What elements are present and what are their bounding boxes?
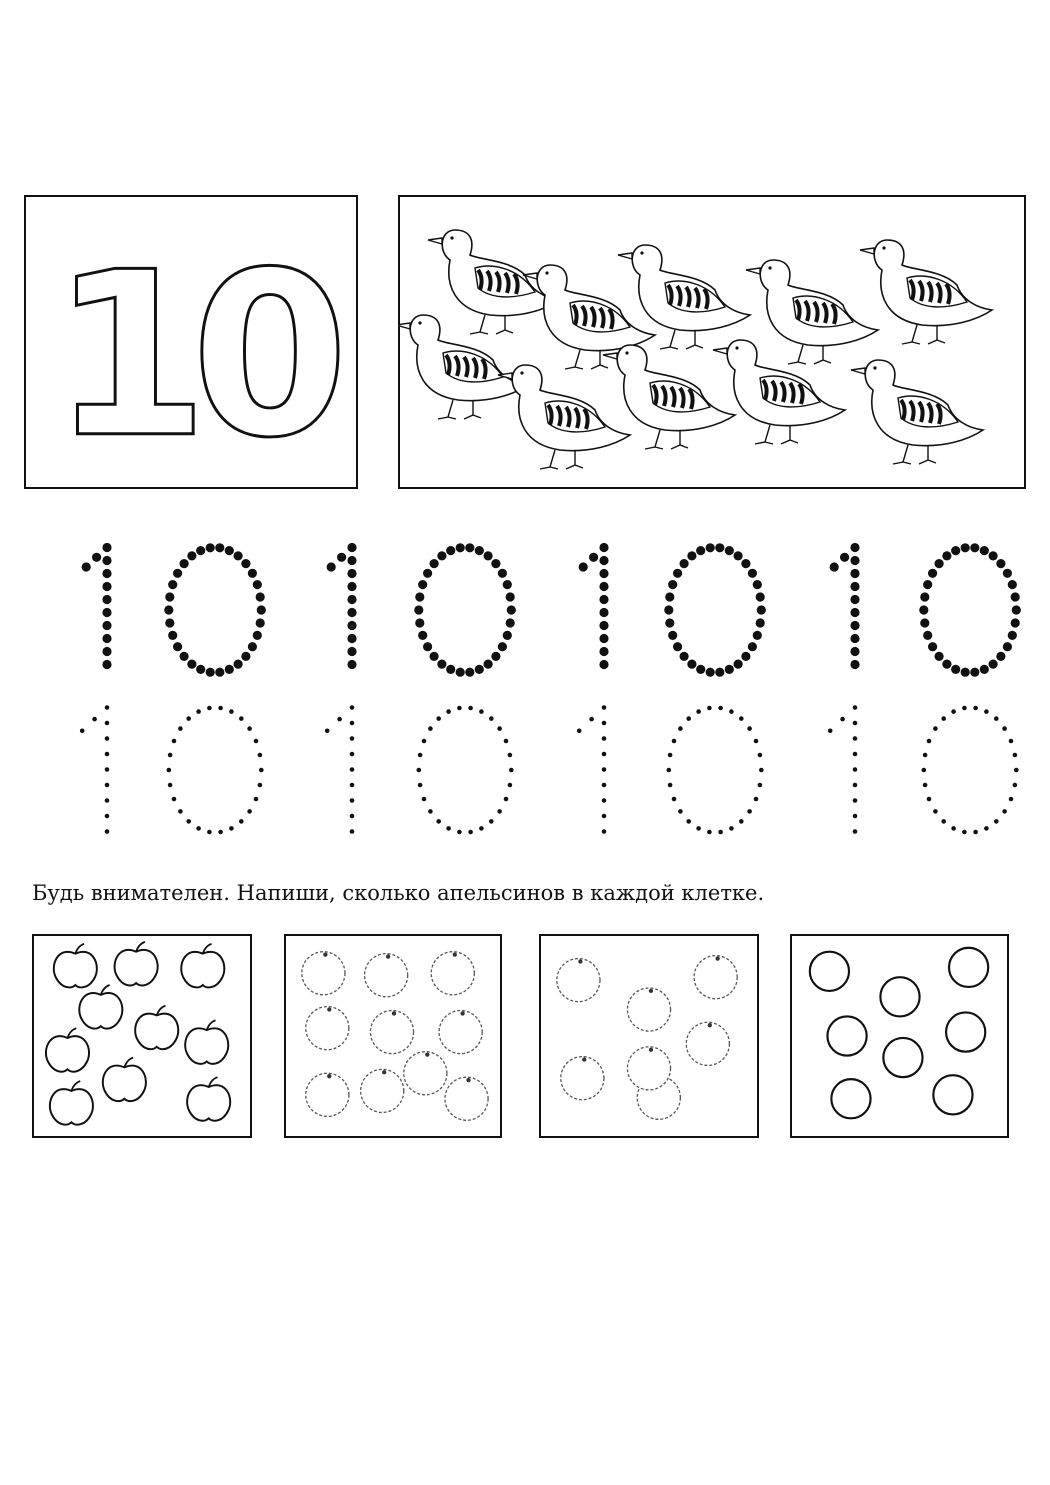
circle-icon	[949, 948, 988, 987]
circle-icon	[827, 1016, 866, 1055]
apple-icon	[46, 1028, 89, 1072]
trace-row-light	[80, 705, 1019, 834]
dotted-digit-zero	[164, 543, 266, 677]
orange-icon	[361, 1069, 404, 1112]
dotted-digit-zero	[414, 543, 516, 677]
orange-icon	[431, 952, 474, 995]
orange-icon	[302, 952, 345, 995]
dotted-digit-zero	[664, 543, 766, 677]
apple-icon	[103, 1058, 146, 1102]
duck-icon	[746, 260, 878, 364]
duck-icon	[851, 360, 983, 464]
apple-icon	[135, 1006, 178, 1050]
tracing-rows	[0, 520, 1050, 860]
duck-icon	[713, 340, 845, 444]
apple-icon	[54, 944, 97, 988]
orange-icon	[557, 959, 600, 1002]
apple-icon	[187, 1077, 230, 1121]
dotted-digit-one	[828, 705, 857, 834]
orange-icon	[404, 1052, 447, 1095]
orange-icon	[561, 1057, 604, 1100]
trace-row-bold	[82, 543, 1021, 677]
dotted-digit-one	[80, 705, 109, 834]
instruction-text: Будь внимателен. Напиши, сколько апельсинов в каждой клетке.	[32, 881, 765, 905]
dotted-digit-zero	[167, 706, 264, 835]
apple-icon	[185, 1020, 228, 1064]
circles-group	[792, 936, 1007, 1136]
circle-icon	[810, 952, 849, 991]
orange-icon	[627, 988, 670, 1031]
orange-icon	[686, 1022, 729, 1065]
dotted-digit-one	[830, 543, 860, 669]
dotted-digit-zero	[919, 543, 1021, 677]
orange-icon	[445, 1077, 488, 1120]
orange-icon	[627, 1047, 670, 1090]
ducks-illustration	[398, 195, 1026, 489]
apples-group	[34, 936, 250, 1136]
apple-icon	[50, 1081, 93, 1125]
orange-icon	[365, 954, 408, 997]
circle-icon	[831, 1079, 870, 1118]
dotted-digit-zero	[417, 706, 514, 835]
duck-icon	[498, 365, 630, 469]
orange-icon	[306, 1073, 349, 1116]
duck-icon	[860, 240, 992, 344]
numeral-ten-outline	[26, 197, 356, 487]
ducks-picture-box	[398, 195, 1026, 489]
dotted-digit-one	[327, 543, 357, 669]
count-cell-oranges-1	[284, 934, 502, 1138]
count-cell-apples	[32, 934, 252, 1138]
dotted-digit-one	[325, 705, 354, 834]
dotted-digit-one	[82, 543, 112, 669]
circle-icon	[933, 1075, 972, 1114]
orange-icon	[370, 1011, 413, 1054]
orange-icon	[439, 1011, 482, 1054]
numeral-box	[24, 195, 358, 489]
dotted-digit-zero	[922, 706, 1019, 835]
dotted-digit-one	[579, 543, 609, 669]
count-cell-circles	[790, 934, 1009, 1138]
circle-icon	[880, 977, 919, 1016]
orange-icon	[694, 956, 737, 999]
numeral-text: 10	[50, 222, 332, 487]
oranges-group-2	[541, 936, 757, 1136]
circle-icon	[946, 1012, 985, 1051]
count-cell-oranges-2	[539, 934, 759, 1138]
apple-icon	[115, 942, 158, 986]
dotted-digit-zero	[667, 706, 764, 835]
apple-icon	[181, 944, 224, 988]
oranges-group-1	[286, 936, 500, 1136]
circle-icon	[883, 1038, 922, 1077]
dotted-digit-one	[577, 705, 606, 834]
orange-icon	[306, 1007, 349, 1050]
apple-icon	[79, 985, 122, 1029]
